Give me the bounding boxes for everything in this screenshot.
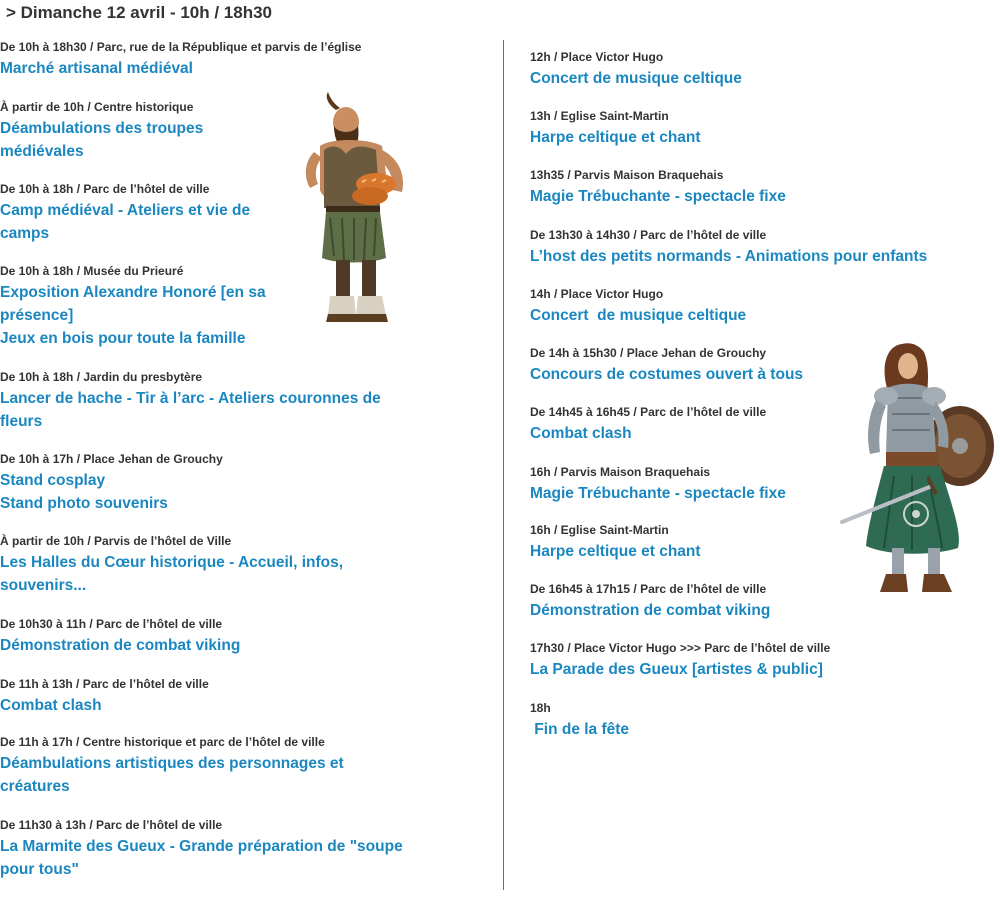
entry-time-place: 13h / Eglise Saint-Martin [530, 109, 669, 123]
entry-title: Marché artisanal médiéval [0, 60, 193, 77]
entry-title: L’host des petits normands - Animations pour enfants [530, 248, 928, 265]
entry-time-place: À partir de 10h / Centre historique [0, 100, 194, 114]
entry-time-place: De 10h à 17h / Place Jehan de Grouchy [0, 452, 223, 466]
entry-title: Concert de musique celtique [530, 307, 747, 324]
entry-title: Stand cosplay [0, 472, 106, 489]
entry-title: Magie Trébuchante - spectacle fixe [530, 485, 786, 502]
program-entry [530, 405, 830, 445]
entry-title: Démonstration de combat viking [530, 602, 771, 619]
entry-title: Camp médiéval - Ateliers et vie de camps [0, 202, 251, 242]
entry-time-place: 18h [530, 701, 551, 715]
entry-time-place: De 14h45 à 16h45 / Parc de l’hôtel de ville [530, 405, 767, 419]
entry-time-place: De 10h à 18h / Jardin du presbytère [0, 370, 203, 384]
entry-title: Déambulations artistiques des personnages et créatures [0, 755, 344, 795]
program-entry [0, 264, 300, 350]
entry-time-place: De 16h45 à 17h15 / Parc de l’hôtel de ville [530, 582, 767, 596]
entry-time-place: De 14h à 15h30 / Place Jehan de Grouchy [530, 346, 767, 360]
program-entry [530, 228, 970, 268]
entry-time-place: De 10h à 18h / Parc de l’hôtel de ville [0, 182, 210, 196]
entry-title: Les Halles du Cœur historique - Accueil, infos, souvenirs... [0, 554, 344, 594]
program-entry [0, 677, 420, 717]
day-title: > Dimanche 12 avril - 10h / 18h30 [6, 3, 272, 22]
entry-time-place: 12h / Place Victor Hugo [530, 50, 664, 64]
entry-title: Lancer de hache - Tir à l’arc - Ateliers couronnes de fleurs [0, 390, 381, 430]
entry-title: Harpe celtique et chant [530, 543, 701, 560]
entry-time-place: 13h35 / Parvis Maison Braquehais [530, 168, 724, 182]
entry-time-place: 16h / Eglise Saint-Martin [530, 523, 669, 537]
program-entry [0, 617, 420, 657]
program-entry [0, 40, 420, 80]
program-entry [530, 168, 970, 208]
entry-time-place: 14h / Place Victor Hugo [530, 287, 664, 301]
column-divider [503, 40, 504, 890]
entry-time-place: À partir de 10h / Parvis de l’hôtel de Ville [0, 534, 232, 548]
program-entry [530, 701, 970, 741]
entry-title: Harpe celtique et chant [530, 129, 701, 146]
program-entry [0, 735, 400, 798]
medieval-peasant-illustration [290, 88, 430, 328]
entry-time-place: De 10h30 à 11h / Parc de l’hôtel de ville [0, 617, 223, 631]
female-warrior-illustration [836, 336, 1000, 598]
entry-title: Stand photo souvenirs [0, 495, 168, 512]
entry-title: Magie Trébuchante - spectacle fixe [530, 188, 786, 205]
entry-title: Déambulations des troupes médiévales [0, 120, 204, 160]
program-entry [530, 465, 830, 505]
entry-title: Démonstration de combat viking [0, 637, 241, 654]
program-entry [530, 109, 970, 149]
program-entry [0, 534, 380, 597]
entry-time-place: 16h / Parvis Maison Braquehais [530, 465, 711, 479]
entry-title: Combat clash [0, 697, 102, 714]
entry-title: Jeux en bois pour toute la famille [0, 330, 246, 347]
entry-title: La Parade des Gueux [artistes & public] [530, 661, 823, 678]
entry-title: Combat clash [530, 425, 632, 442]
entry-time-place: De 11h à 13h / Parc de l’hôtel de ville [0, 677, 209, 691]
entry-title: Concert de musique celtique [530, 70, 742, 87]
entry-title: La Marmite des Gueux - Grande préparation de "soupe pour tous" [0, 838, 403, 878]
entry-time-place: De 13h30 à 14h30 / Parc de l’hôtel de ville [530, 228, 767, 242]
program-entry [0, 818, 440, 881]
entry-title: Exposition Alexandre Honoré [en sa présence] [0, 284, 266, 324]
entry-time-place: De 10h à 18h / Musée du Prieuré [0, 264, 184, 278]
program-entry [530, 523, 830, 563]
program-entry [530, 287, 830, 327]
program-entry [0, 370, 420, 433]
entry-title: Concours de costumes ouvert à tous [530, 366, 804, 383]
program-entry [530, 641, 970, 681]
entry-time-place: 17h30 / Place Victor Hugo >>> Parc de l’hôtel de ville [530, 641, 831, 655]
program-entry [530, 50, 970, 90]
entry-time-place: De 11h à 17h / Centre historique et parc de l’hôtel de ville [0, 735, 325, 749]
program-entry [0, 452, 420, 515]
entry-time-place: De 11h30 à 13h / Parc de l’hôtel de ville [0, 818, 223, 832]
program-entry [0, 100, 240, 163]
program-entry [530, 582, 830, 622]
entry-time-place: De 10h à 18h30 / Parc, rue de la République et parvis de l’église [0, 40, 362, 54]
program-entry [530, 346, 830, 386]
program-entry [0, 182, 280, 245]
entry-title: Fin de la fête [530, 721, 630, 738]
